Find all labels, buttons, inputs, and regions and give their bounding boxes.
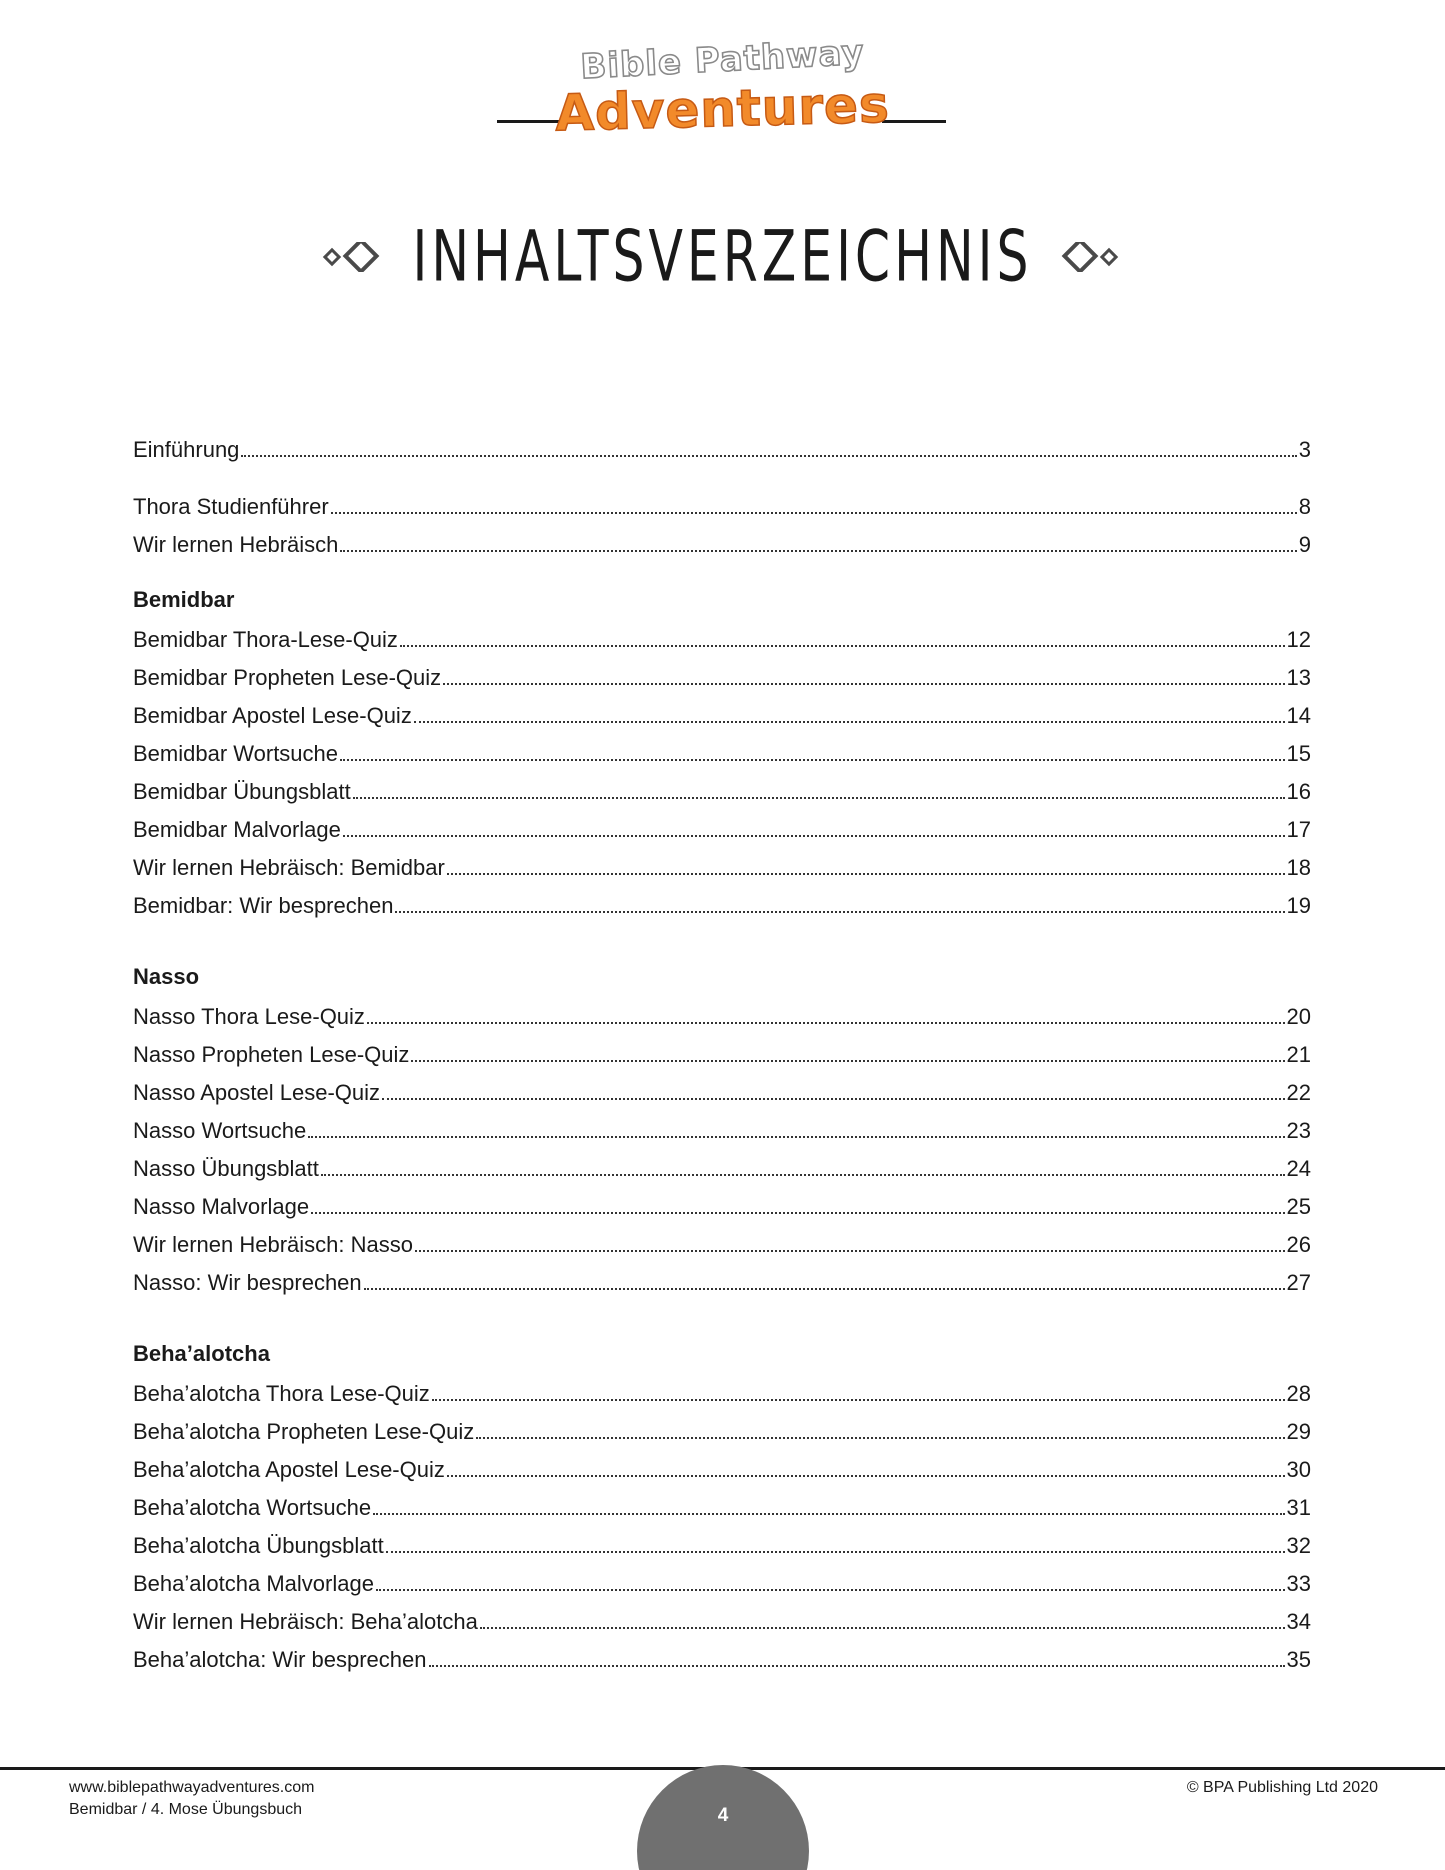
dot-leader <box>340 759 1285 761</box>
dot-leader <box>432 1399 1285 1401</box>
toc-entry-page: 34 <box>1286 1609 1311 1634</box>
toc-entry-page: 28 <box>1286 1381 1311 1406</box>
toc-entry-label: Einführung <box>133 437 240 462</box>
toc-entry[interactable] <box>133 659 1311 691</box>
toc-entry[interactable] <box>133 1413 1311 1445</box>
toc-entry-page: 19 <box>1286 893 1311 918</box>
toc-entry-page: 21 <box>1286 1042 1311 1067</box>
toc-entry[interactable] <box>133 1074 1311 1106</box>
toc-entry-label: Bemidbar Übungsblatt <box>133 779 351 804</box>
dot-leader <box>386 1551 1285 1553</box>
toc-entry-page: 30 <box>1286 1457 1311 1482</box>
page-title: INHALTSVERZEICHNIS <box>412 216 1033 298</box>
toc-entry[interactable] <box>133 697 1311 729</box>
section-heading: Nasso <box>133 964 200 989</box>
dot-leader <box>476 1437 1284 1439</box>
dot-leader <box>415 1250 1285 1252</box>
toc-entry-page: 23 <box>1286 1118 1311 1143</box>
toc-entry-label: Wir lernen Hebräisch: Nasso <box>133 1232 413 1257</box>
section-heading: Beha’alotcha <box>133 1341 270 1366</box>
toc-entry-label: Beha’alotcha Thora Lese-Quiz <box>133 1381 430 1406</box>
toc-entry-label: Bemidbar Apostel Lese-Quiz <box>133 703 412 728</box>
dot-leader <box>395 911 1284 913</box>
toc-entry-label: Nasso: Wir besprechen <box>133 1270 362 1295</box>
toc-entry-page: 8 <box>1298 494 1311 519</box>
toc-entry-label: Bemidbar Thora-Lese-Quiz <box>133 627 398 652</box>
toc-entry-label: Bemidbar Malvorlage <box>133 817 341 842</box>
toc-entry[interactable] <box>133 1641 1311 1673</box>
toc-entry[interactable] <box>133 526 1311 558</box>
toc-entry-page: 3 <box>1298 437 1311 462</box>
toc-entry-page: 20 <box>1286 1004 1311 1029</box>
dot-leader <box>353 797 1285 799</box>
toc-entry[interactable] <box>133 1451 1311 1483</box>
dot-leader <box>443 683 1284 685</box>
brand-logo <box>0 28 1445 148</box>
dot-leader <box>480 1627 1285 1629</box>
toc-entry-label: Thora Studienführer <box>133 494 329 519</box>
page-title-row <box>0 216 1445 298</box>
toc-entry-label: Bemidbar: Wir besprechen <box>133 893 394 918</box>
toc-entry-label: Bemidbar Propheten Lese-Quiz <box>133 665 442 690</box>
dot-leader <box>400 645 1285 647</box>
footer-left <box>69 1777 314 1821</box>
toc-entry-page: 14 <box>1286 703 1311 728</box>
toc-entry-page: 17 <box>1286 817 1311 842</box>
toc-entry-page: 12 <box>1286 627 1311 652</box>
toc-entry-label: Nasso Thora Lese-Quiz <box>133 1004 365 1029</box>
dot-leader <box>308 1136 1284 1138</box>
diamond-ornament-right-icon <box>1057 242 1123 272</box>
toc-entry-page: 35 <box>1286 1647 1311 1672</box>
toc-entry-page: 26 <box>1286 1232 1311 1257</box>
toc-entry[interactable] <box>133 1527 1311 1559</box>
toc-entry[interactable] <box>133 488 1311 520</box>
dot-leader <box>414 721 1285 723</box>
toc-entry[interactable] <box>133 1188 1311 1220</box>
toc-entry-label: Wir lernen Hebräisch: Bemidbar <box>133 855 445 880</box>
toc-entry-label: Nasso Übungsblatt <box>133 1156 319 1181</box>
toc-entry[interactable] <box>133 1112 1311 1144</box>
footer-website-link[interactable]: www.biblepathwayadventures.com <box>69 1779 315 1796</box>
dot-leader <box>411 1060 1284 1062</box>
toc-entry-label: Beha’alotcha Apostel Lese-Quiz <box>133 1457 445 1482</box>
toc-entry-page: 27 <box>1286 1270 1311 1295</box>
toc-entry-page: 25 <box>1286 1194 1311 1219</box>
dot-leader <box>343 835 1285 837</box>
toc-entry[interactable] <box>133 735 1311 767</box>
toc-entry-page: 16 <box>1286 779 1311 804</box>
toc-entry[interactable] <box>133 998 1311 1030</box>
toc-entry-label: Nasso Malvorlage <box>133 1194 310 1219</box>
toc-entry-page: 15 <box>1286 741 1311 766</box>
toc-entry-page: 33 <box>1286 1571 1311 1596</box>
toc-entry-label: Beha’alotcha Wortsuche <box>133 1495 372 1520</box>
toc-entry-page: 31 <box>1286 1495 1311 1520</box>
dot-leader <box>373 1513 1284 1515</box>
dot-leader <box>241 455 1296 457</box>
toc-entry-page: 18 <box>1286 855 1311 880</box>
footer-book-title: Bemidbar / 4. Mose Übungsbuch <box>69 1801 303 1818</box>
toc-entry-page: 29 <box>1286 1419 1311 1444</box>
dot-leader <box>376 1589 1285 1591</box>
toc-entry-label: Nasso Wortsuche <box>133 1118 307 1143</box>
page-number: 4 <box>717 1805 729 1826</box>
dot-leader <box>331 512 1297 514</box>
dot-leader <box>364 1288 1285 1290</box>
toc-entry[interactable] <box>133 1489 1311 1521</box>
toc-entry[interactable] <box>133 621 1311 653</box>
toc-entry-label: Beha’alotcha Malvorlage <box>133 1571 374 1596</box>
toc-entry[interactable] <box>133 773 1311 805</box>
toc-entry-label: Wir lernen Hebräisch <box>133 532 339 557</box>
toc-entry[interactable] <box>133 887 1311 919</box>
dot-leader <box>382 1098 1284 1100</box>
toc-entry[interactable] <box>133 849 1311 881</box>
toc-entry[interactable] <box>133 431 1311 463</box>
diamond-ornament-left-icon <box>322 242 388 272</box>
toc-entry[interactable] <box>133 1036 1311 1068</box>
dot-leader <box>311 1212 1284 1214</box>
toc-entry-page: 24 <box>1286 1156 1311 1181</box>
toc-entry-page: 9 <box>1298 532 1311 557</box>
toc-entry[interactable] <box>133 1226 1311 1258</box>
dot-leader <box>340 550 1296 552</box>
dot-leader <box>429 1665 1285 1667</box>
toc-entry-label: Nasso Propheten Lese-Quiz <box>133 1042 410 1067</box>
dot-leader <box>321 1174 1285 1176</box>
toc-entry[interactable] <box>133 1375 1311 1407</box>
toc-entry-page: 22 <box>1286 1080 1311 1105</box>
logo-line-2: Adventures <box>554 75 891 143</box>
logo-line-1: Bible Pathway <box>579 32 866 88</box>
footer-copyright: © BPA Publishing Ltd 2020 <box>1186 1779 1378 1796</box>
section-heading: Bemidbar <box>133 587 235 612</box>
toc-entry-label: Beha’alotcha: Wir besprechen <box>133 1647 427 1672</box>
toc-entry[interactable] <box>133 1603 1311 1635</box>
toc-entry-label: Wir lernen Hebräisch: Beha’alotcha <box>133 1609 478 1634</box>
toc-entry[interactable] <box>133 1150 1311 1182</box>
dot-leader <box>447 1475 1285 1477</box>
toc-entry[interactable] <box>133 1565 1311 1597</box>
toc-entry[interactable] <box>133 1264 1311 1296</box>
toc-entry-label: Beha’alotcha Übungsblatt <box>133 1533 384 1558</box>
dot-leader <box>447 873 1285 875</box>
toc-entry[interactable] <box>133 811 1311 843</box>
toc-entry-label: Nasso Apostel Lese-Quiz <box>133 1080 381 1105</box>
toc-entry-label: Bemidbar Wortsuche <box>133 741 339 766</box>
toc-entry-page: 13 <box>1286 665 1311 690</box>
dot-leader <box>367 1022 1285 1024</box>
toc-entry-label: Beha’alotcha Propheten Lese-Quiz <box>133 1419 475 1444</box>
toc-entry-page: 32 <box>1286 1533 1311 1558</box>
